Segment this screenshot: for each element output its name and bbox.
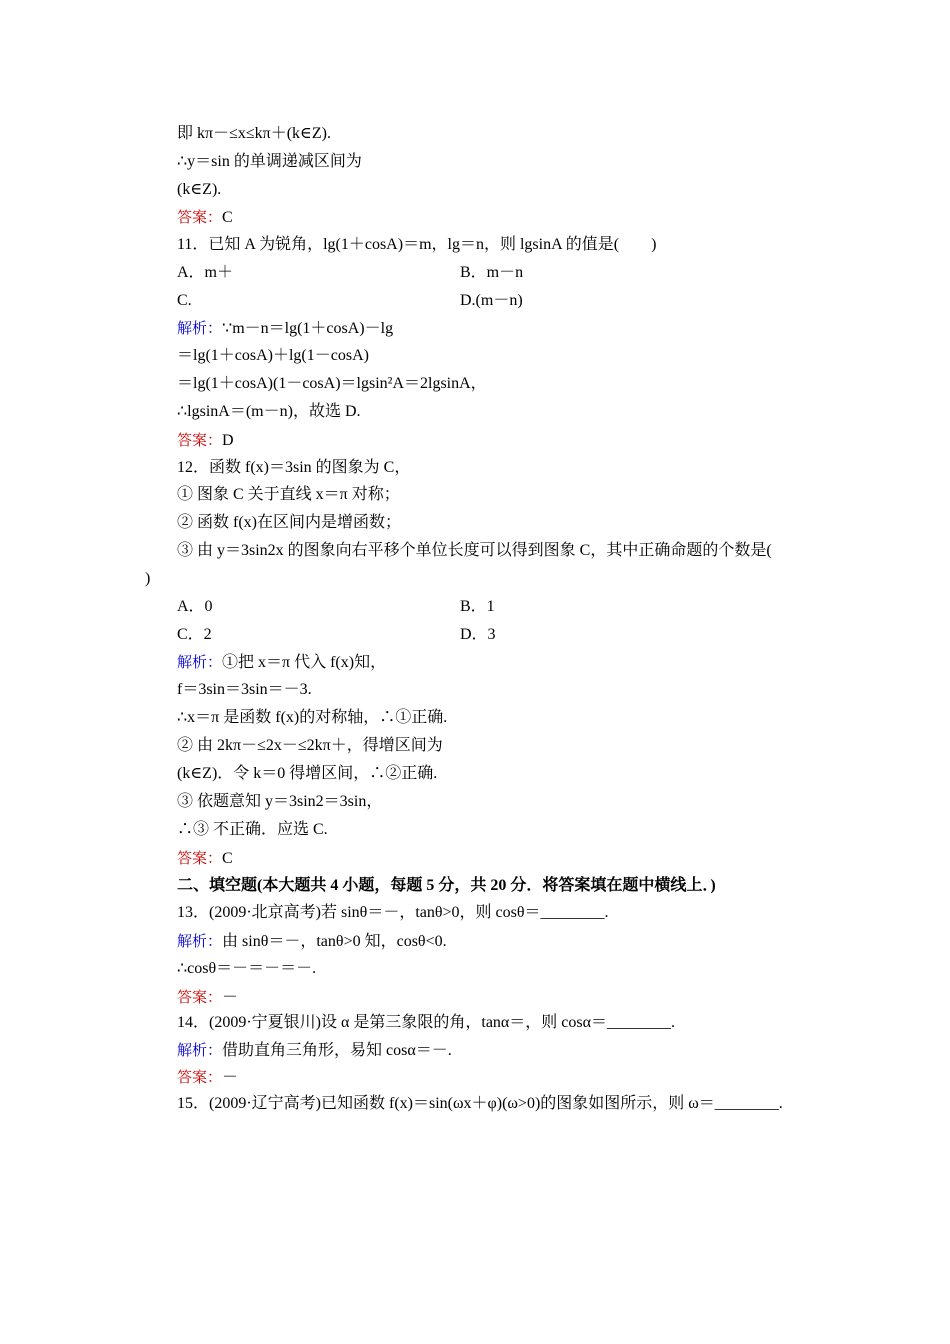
text-line: ③ 由 y＝3sin2x 的图象向右平移个单位长度可以得到图象 C，其中正确命题的个数是( — [177, 542, 772, 559]
analysis-label: 解析： — [177, 1041, 223, 1059]
text-line: ∴y＝sin 的单调递减区间为 — [177, 153, 362, 170]
text-line: ② 由 2kπ－≤2x－≤2kπ＋，得增区间为 — [177, 737, 443, 754]
option-a: A．0 — [177, 598, 213, 615]
text-line: 即 kπ－≤x≤kπ＋(k∈Z). — [177, 125, 331, 142]
text-line: f＝3sin＝3sin＝－3. — [177, 681, 312, 698]
question-11: 11．已知 A 为锐角，lg(1＋cosA)＝m，lg＝n，则 lgsinA 的值是( ) — [177, 236, 657, 253]
analysis-line: 解析：①把 x＝π 代入 f(x)知， — [177, 653, 387, 671]
answer-label: 答案： — [177, 988, 223, 1006]
text-line: (k∈Z)．令 k＝0 得增区间，∴②正确. — [177, 765, 438, 782]
option-d: D.(m－n) — [460, 292, 523, 309]
text-line: ) — [145, 570, 151, 587]
option-a: A．m＋ — [177, 264, 234, 281]
section-heading: 二、填空题(本大题共 4 小题，每题 5 分，共 20 分．将答案填在题中横线上．) — [177, 877, 716, 894]
option-d: D．3 — [460, 626, 496, 643]
answer-label: 答案： — [177, 1068, 223, 1086]
text-line: ∴lgsinA＝(m－n)，故选 D. — [177, 403, 361, 420]
answer-line: 答案：C — [177, 849, 233, 867]
question-14: 14．(2009·宁夏银川)设 α 是第三象限的角，tanα＝，则 cosα＝________. — [177, 1014, 676, 1031]
option-b: B．m－n — [460, 264, 524, 281]
answer-line: 答案：D — [177, 431, 234, 449]
analysis-line: 解析：∵m－n＝lg(1＋cosA)－lg — [177, 319, 394, 337]
analysis-label: 解析： — [177, 653, 223, 671]
question-12: 12．函数 f(x)＝3sin 的图象为 C， — [177, 459, 411, 476]
answer-label: 答案： — [177, 208, 223, 226]
text-line: ∴③ 不正确．应选 C. — [177, 821, 328, 838]
option-c: C．2 — [177, 626, 212, 643]
question-15: 15．(2009·辽宁高考)已知函数 f(x)＝sin(ωx＋φ)(ω>0)的图象如图所示，则 ω＝________. — [177, 1095, 783, 1112]
text-line: ∴x＝π 是函数 f(x)的对称轴，∴①正确. — [177, 709, 448, 726]
analysis-line: 解析：借助直角三角形，易知 cosα＝－. — [177, 1041, 452, 1059]
text-line: ＝lg(1＋cosA)(1－cosA)＝lgsin²A＝2lgsinA， — [177, 375, 487, 392]
analysis-label: 解析： — [177, 932, 223, 950]
text-line: ② 函数 f(x)在区间内是增函数； — [177, 514, 401, 531]
answer-line: 答案：－ — [177, 1068, 239, 1086]
text-line: ① 图象 C 关于直线 x＝π 对称； — [177, 486, 400, 503]
text-line: ③ 依题意知 y＝3sin2＝3sin， — [177, 793, 383, 810]
analysis-line: 解析：由 sinθ＝－，tanθ>0 知，cosθ<0. — [177, 932, 447, 950]
answer-label: 答案： — [177, 431, 223, 449]
answer-line: 答案：－ — [177, 988, 239, 1006]
answer-label: 答案： — [177, 849, 223, 867]
text-line: ＝lg(1＋cosA)＋lg(1－cosA) — [177, 347, 369, 364]
question-13: 13．(2009·北京高考)若 sinθ＝－，tanθ>0，则 cosθ＝________. — [177, 904, 609, 921]
text-line: (k∈Z). — [177, 181, 222, 198]
option-c: C. — [177, 292, 192, 309]
text-line: ∴cosθ＝－＝－＝－. — [177, 960, 317, 977]
analysis-label: 解析： — [177, 319, 223, 337]
answer-line: 答案：C — [177, 208, 233, 226]
option-b: B．1 — [460, 598, 495, 615]
